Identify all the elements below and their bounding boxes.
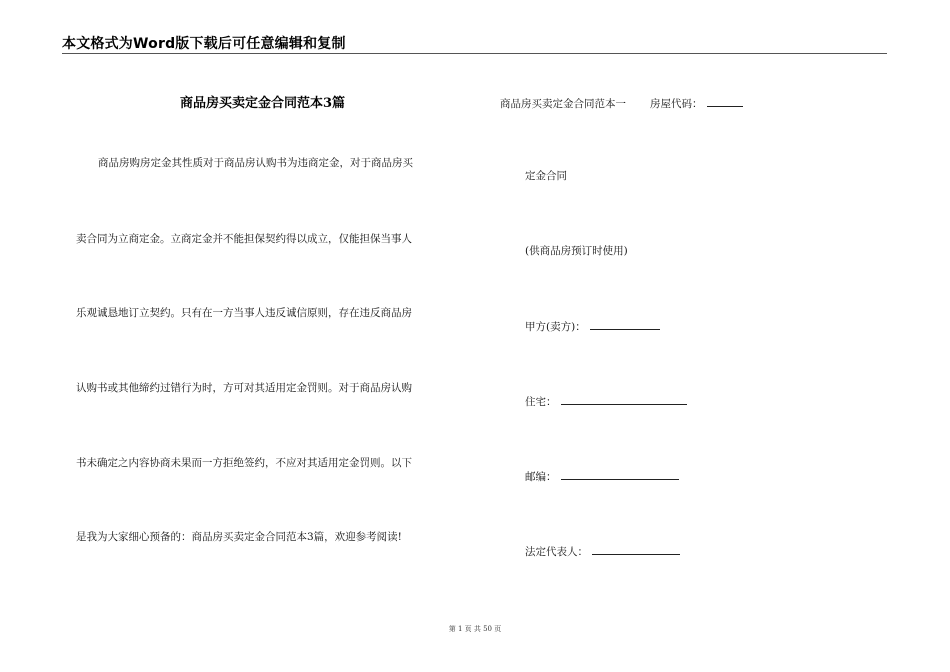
header-divider [62,53,887,54]
legal-rep-label: 法定代表人： [525,546,588,558]
postcode-blank [561,468,679,480]
paragraph-line: 认购书或其他缔约过错行为时，方可对其适用定金罚则。对于商品房认购 [76,382,412,394]
address-field [525,393,687,409]
paragraph-line: 卖合同为立商定金。立商定金并不能担保契约得以成立，仅能担保当事人 [76,233,412,245]
house-code-blank [707,95,743,107]
legal-rep-blank [592,543,680,555]
contract-heading: 商品房买卖定金合同范本一 [500,98,626,110]
house-code-label: 房屋代码： [650,98,703,110]
contract-heading-row [500,95,743,111]
document-title: 商品房买卖定金合同范本3篇 [179,96,346,111]
postcode-field [525,468,679,484]
postcode-label: 邮编： [525,471,557,483]
address-blank [561,393,687,405]
header-title: 本文格式为Word版下载后可任意编辑和复制 [62,36,346,52]
page-number: 第 1 页 共 50 页 [448,625,502,633]
party-a-blank [590,318,660,330]
legal-rep-field [525,543,680,559]
contract-title: 定金合同 [525,170,567,182]
paragraph-line: 乐观诚恳地订立契约。只有在一方当事人违反诚信原则，存在违反商品房 [76,307,412,319]
party-a-label: 甲方(卖方)： [525,321,586,333]
usage-note: (供商品房预订时使用) [525,245,628,257]
paragraph-line: 是我为大家细心预备的：商品房买卖定金合同范本3篇，欢迎参考阅读! [76,531,402,543]
party-a-field [525,318,660,334]
address-label: 住宅： [525,396,557,408]
paragraph-line: 书未确定之内容协商未果而一方拒绝签约，不应对其适用定金罚则。以下 [76,457,412,469]
paragraph-line: 商品房购房定金其性质对于商品房认购书为违商定金，对于商品房买 [98,157,413,169]
